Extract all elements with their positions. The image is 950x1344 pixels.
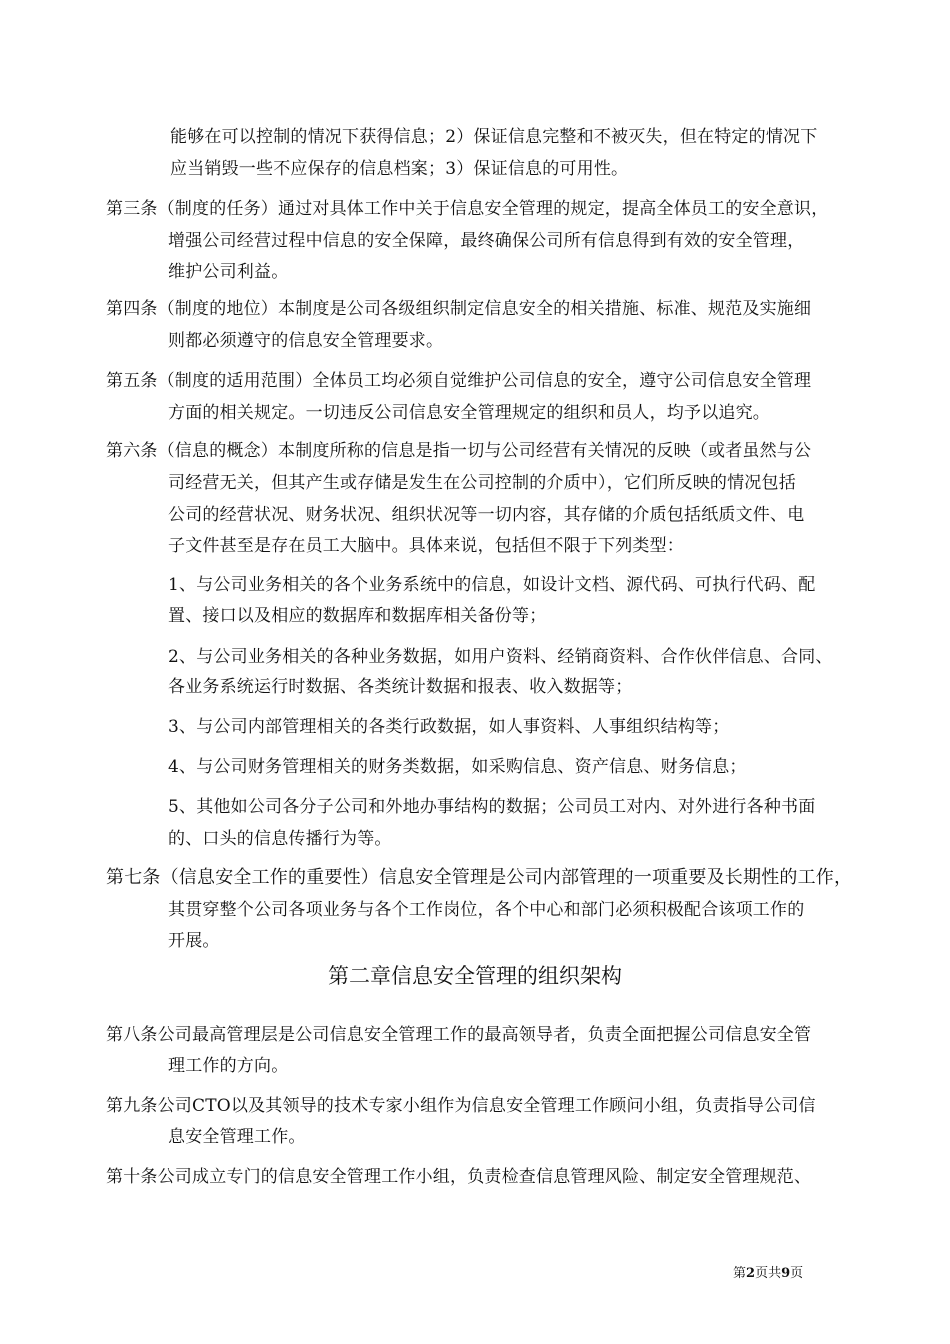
text-line: 公司的经营状况、财务状况、组织状况等一切内容，其存储的介质包括纸质文件、电 [168,505,805,525]
current-page-number: 2 [746,1266,756,1281]
text-line: 置、接口以及相应的数据库和数据库相关备份等； [168,606,547,626]
text-line: 子文件甚至是存在员工大脑中。具体来说，包括但不限于下列类型： [168,536,684,556]
text-line: 理工作的方向。 [168,1056,289,1076]
article-7-line: 第七条（信息安全工作的重要性）信息安全管理是公司内部管理的一项重要及长期性的工作， [106,867,853,888]
page-footer [733,1265,803,1283]
footer-prefix: 第 [733,1266,747,1281]
article-5-line: 第五条（制度的适用范围）全体员工均必须自觉维护公司信息的安全，遵守公司信息安全管理 [106,371,812,391]
text-line: 则都必须遵守的信息安全管理要求。 [168,331,444,351]
text-line: 维护公司利益。 [168,262,289,282]
list-item-2: 2、与公司业务相关的各种业务数据，如用户资料、经销商资料、合作伙伴信息、合同、 [168,647,833,667]
text-line: 增强公司经营过程中信息的安全保障，最终确保公司所有信息得到有效的安全管理， [168,231,805,251]
text-line: 司经营无关，但其产生或存储是发生在公司控制的介质中），它们所反映的情况包括 [168,473,796,493]
text-line: 开展。 [168,931,220,951]
list-item-3: 3、与公司内部管理相关的各类行政数据，如人事资料、人事组织结构等； [168,717,730,737]
article-4-line: 第四条（制度的地位）本制度是公司各级组织制定信息安全的相关措施、标准、规范及实施细 [106,299,812,319]
total-page-number: 9 [781,1266,791,1281]
list-item-5: 5、其他如公司各分子公司和外地办事结构的数据；公司员工对内、对外进行各种书面 [168,797,816,817]
article-9-line: 第九条公司CTO以及其领导的技术专家小组作为信息安全管理工作顾问小组，负责指导公司信 [106,1096,816,1116]
article-10-line: 第十条公司成立专门的信息安全管理工作小组，负责检查信息管理风险、制定安全管理规范、 [106,1167,812,1187]
list-item-4: 4、与公司财务管理相关的财务类数据，如采购信息、资产信息、财务信息； [168,757,747,777]
article-3-line: 第三条（制度的任务）通过对具体工作中关于信息安全管理的规定，提高全体员工的安全意识， [106,199,829,219]
text-line: 方面的相关规定。一切违反公司信息安全管理规定的组织和员人，均予以追究。 [168,403,770,423]
article-8-line: 第八条公司最高管理层是公司信息安全管理工作的最高领导者，负责全面把握公司信息安全管 [106,1025,812,1045]
footer-suffix: 页 [790,1266,804,1281]
text-line: 其贯穿整个公司各项业务与各个工作岗位，各个中心和部门必须积极配合该项工作的 [168,900,805,920]
text-line: 息安全管理工作。 [168,1127,306,1147]
list-item-1: 1、与公司业务相关的各个业务系统中的信息，如设计文档、源代码、可执行代码、配 [168,575,816,595]
text-line: 的、口头的信息传播行为等。 [168,829,392,849]
footer-middle: 页共 [755,1266,782,1281]
chapter-heading: 第二章信息安全管理的组织架构 [328,964,622,988]
text-line: 能够在可以控制的情况下获得信息；2）保证信息完整和不被灭失，但在特定的情况下 [170,127,818,147]
article-6-line: 第六条（信息的概念）本制度所称的信息是指一切与公司经营有关情况的反映（或者虽然与公 [106,441,812,461]
text-line: 应当销毁一些不应保存的信息档案；3）保证信息的可用性。 [170,159,629,179]
text-line: 各业务系统运行时数据、各类统计数据和报表、收入数据等； [168,677,633,697]
